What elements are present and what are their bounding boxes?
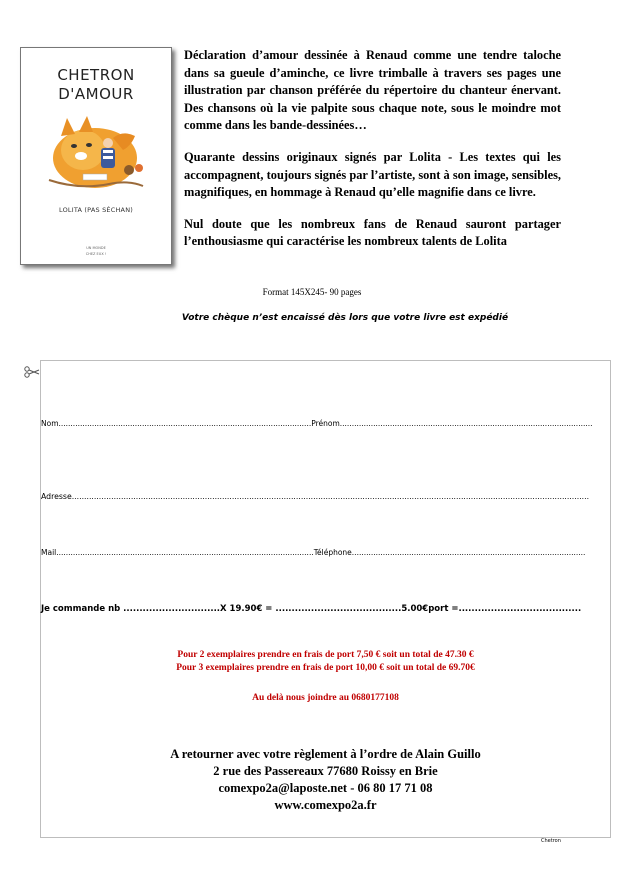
intro-text (184, 47, 561, 265)
book-series: CHEZ EUX ! (85, 252, 107, 256)
name-field[interactable]: Nom..........................................................................................................Prénom.......................................................................................................... (41, 419, 593, 428)
address-field[interactable]: Adresse.................................................................................................................................................................................................................. (41, 492, 590, 501)
shipping-three-copies: Pour 3 exemplaires prendre en frais de port 10,00 € soit un total de 69.70€ (176, 663, 475, 673)
payment-notice: Votre chèque n’est encaissé dès lors que votre livre est expédié (181, 313, 509, 323)
intro-paragraph-3: Nul doute que les nombreux fans de Renaud sauront partager l’enthousiasme qui caractérise les nombreux talents de Lolita (184, 216, 561, 249)
scissors-icon (24, 366, 40, 378)
intro-paragraph-1: Déclaration d’amour dessinée à Renaud comme une tendre taloche dans sa gueule d’aminche, ce livre trimballe à travers ses pages une illustration par chanson préférée du répertoire du chanteur énervant. Des chansons où la vie palpite sous chaque note, sous le moindre mot comme dans les bande-dessinées… (184, 48, 561, 133)
book-title: CHETRON D'AMOUR (57, 66, 135, 103)
footer-label: Chetron (541, 838, 561, 844)
book-author: LOLITA (PAS SÉCHAN) (58, 206, 133, 214)
book-publisher: UN MONDE (86, 246, 106, 250)
return-address-block (41, 746, 610, 814)
mail-phone-field[interactable]: Mail............................................................................................................Téléphone.................................................................................................. (41, 548, 586, 557)
book-cover (20, 47, 172, 265)
shipping-two-copies: Pour 2 exemplaires prendre en frais de port 7,50 € soit un total de 47.30 € (177, 650, 474, 660)
book-illustration (43, 108, 149, 194)
book-format: Format 145X245- 90 pages (262, 287, 362, 297)
contact-phone: Au delà nous joindre au 0680177108 (252, 693, 399, 703)
intro-paragraph-2: Quarante dessins originaux signés par Lolita - Les textes qui les accompagnent, toujours signés par l’artiste, sont à son image, sensibles, magnifiques, en hommage à Renaud qu’elle magnifie dans ce livre. (184, 149, 561, 200)
return-email-phone[interactable]: comexpo2a@laposte.net - 06 80 17 71 08 (218, 781, 433, 795)
order-form (40, 360, 611, 838)
return-street: 2 rue des Passereaux 77680 Roissy en Brie (213, 764, 438, 778)
return-payee: A retourner avec votre règlement à l’ordre de Alain Guillo (170, 747, 481, 761)
order-quantity-field[interactable]: Je commande nb ..............................X 19.90€ = .......................................5.00€port =...................................... (41, 604, 582, 614)
return-website[interactable]: www.comexpo2a.fr (274, 798, 377, 812)
